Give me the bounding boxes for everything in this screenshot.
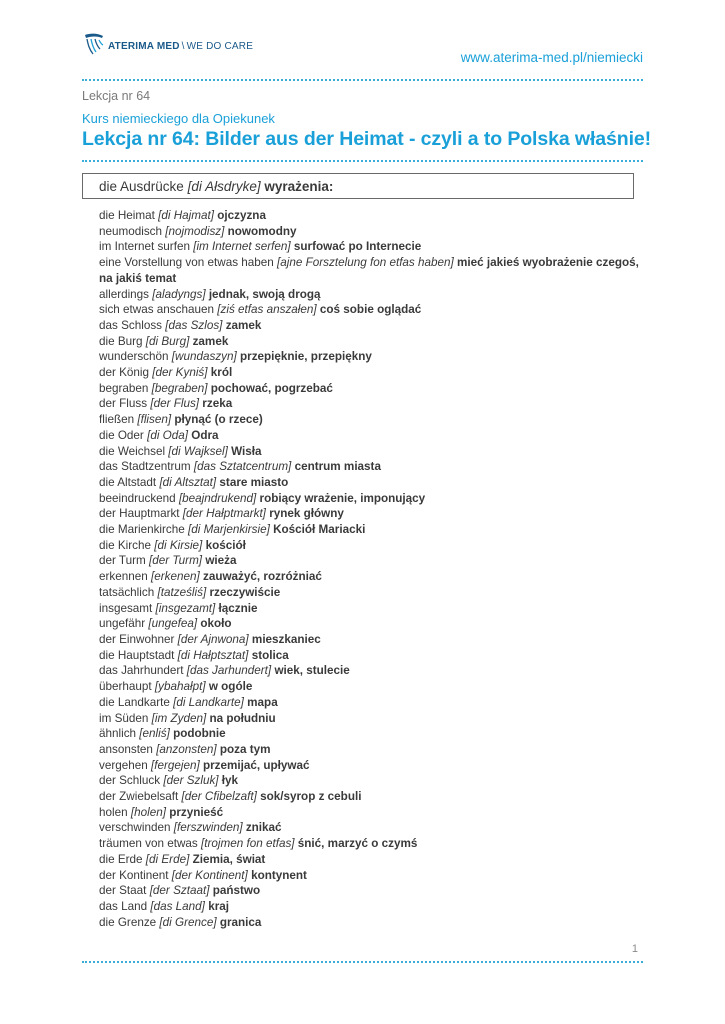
vocab-polish: przynieść xyxy=(169,805,224,819)
vocab-pronunciation: [di Kirsie] xyxy=(154,538,203,552)
vocab-pronunciation: [di Landkarte] xyxy=(173,695,244,709)
vocab-german: fließen xyxy=(99,413,135,427)
vocab-item xyxy=(99,569,639,585)
vocab-polish: surfować po Internecie xyxy=(293,240,422,254)
vocab-polish: rynek główny xyxy=(269,507,344,521)
vocab-polish: ojczyzna xyxy=(217,209,266,222)
vocab-item xyxy=(99,601,639,617)
vocab-item xyxy=(99,239,639,255)
vocab-pronunciation: [aladyngs] xyxy=(152,287,206,301)
vocab-german: die Weichsel xyxy=(99,444,166,458)
vocab-pronunciation: [ferszwinden] xyxy=(173,821,243,835)
vocab-polish: nowomodny xyxy=(227,224,297,238)
vocab-polish: kościół xyxy=(205,538,246,552)
vocab-item xyxy=(99,349,639,365)
vocab-german: begraben xyxy=(99,381,149,395)
vocab-pronunciation: [holen] xyxy=(130,805,166,819)
vocab-item xyxy=(99,318,639,334)
vocab-polish: Odra xyxy=(191,428,219,442)
section-pronunciation: [di Ałsdryke] xyxy=(187,179,261,194)
section-heading-box xyxy=(82,173,634,199)
vocab-item xyxy=(99,396,639,412)
vocab-pronunciation: [im Internet serfen] xyxy=(193,240,291,254)
vocab-german: eine Vorstellung von etwas haben xyxy=(99,256,274,270)
vocab-polish: przemijać, upływać xyxy=(202,758,310,772)
vocab-polish: zauważyć, rozróżniać xyxy=(202,570,322,584)
vocab-polish: zamek xyxy=(192,334,229,348)
vocab-item xyxy=(99,302,639,318)
vocab-item xyxy=(99,444,639,460)
vocab-polish: kraj xyxy=(208,899,229,913)
lesson-number: Lekcja nr 64 xyxy=(82,89,151,103)
vocab-pronunciation: [der Kontinent] xyxy=(171,868,248,882)
vocab-german: die Altstadt xyxy=(99,475,157,489)
vocab-pronunciation: [tatześliś] xyxy=(157,585,207,599)
vocab-item xyxy=(99,836,639,852)
course-name: Kurs niemieckiego dla Opiekunek xyxy=(82,111,275,126)
vocab-item xyxy=(99,695,639,711)
vocab-item xyxy=(99,522,639,538)
vocab-item xyxy=(99,334,639,350)
vocab-german: der Schluck xyxy=(99,774,161,788)
vocab-pronunciation: [der Turm] xyxy=(149,554,203,568)
vocab-item xyxy=(99,287,639,303)
vocab-german: der Zwiebelsaft xyxy=(99,790,179,804)
vocab-polish: król xyxy=(210,366,233,380)
vocab-item xyxy=(99,899,639,915)
vocab-item xyxy=(99,883,639,899)
vocab-item xyxy=(99,820,639,836)
vocab-pronunciation: [im Zyden] xyxy=(151,711,207,725)
vocab-german: der Einwohner xyxy=(99,632,175,646)
vocab-pronunciation: [ajne Forsztelung fon etfas haben] xyxy=(277,256,454,270)
vocab-polish: państwo xyxy=(212,884,261,898)
vocab-german: das Jahrhundert xyxy=(99,664,184,678)
vocab-item xyxy=(99,679,639,695)
vocab-pronunciation: [der Ajnwona] xyxy=(177,632,249,646)
logo-tagline: WE DO CARE xyxy=(186,41,254,52)
vocab-polish: Ziemia, świat xyxy=(192,852,266,866)
vocab-item xyxy=(99,381,639,397)
vocab-pronunciation: [di Wajksel] xyxy=(168,444,228,458)
vocab-polish: granica xyxy=(219,915,262,929)
vocab-item xyxy=(99,742,639,758)
vocab-polish: poza tym xyxy=(219,742,271,756)
vocab-pronunciation: [di Burg] xyxy=(145,334,190,348)
logo-emblem-icon xyxy=(82,32,106,56)
vocab-pronunciation: [di Grence] xyxy=(159,915,217,929)
vocab-pronunciation: [di Altsztat] xyxy=(159,475,217,489)
vocab-polish: podobnie xyxy=(173,727,226,741)
vocab-item xyxy=(99,632,639,648)
vocab-polish: płynąć (o rzece) xyxy=(174,413,263,427)
vocab-german: im Internet surfen xyxy=(99,240,190,254)
vocab-german: ungefähr xyxy=(99,617,146,631)
vocab-german: der Fluss xyxy=(99,397,148,411)
vocab-german: die Erde xyxy=(99,852,143,866)
vocab-german: die Oder xyxy=(99,428,144,442)
vocab-german: insgesamt xyxy=(99,601,153,615)
vocab-polish: śnić, marzyć o czymś xyxy=(297,837,418,851)
vocab-pronunciation: [begraben] xyxy=(151,381,208,395)
vocab-polish: zamek xyxy=(225,318,262,332)
vocab-pronunciation: [di Hałptsztat] xyxy=(177,648,249,662)
vocab-polish: robiący wrażenie, imponujący xyxy=(259,491,426,505)
vocab-german: überhaupt xyxy=(99,680,152,694)
vocab-german: die Kirche xyxy=(99,538,151,552)
vocab-german: tatsächlich xyxy=(99,585,155,599)
vocab-polish: mapa xyxy=(247,695,278,709)
vocab-polish: wiek, stulecie xyxy=(274,664,350,678)
vocab-polish: Wisła xyxy=(231,444,262,458)
vocab-polish: centrum miasta xyxy=(294,460,381,474)
vocab-item xyxy=(99,758,639,774)
vocab-pronunciation: [ybahałpt] xyxy=(154,680,206,694)
vocab-pronunciation: [das Land] xyxy=(150,899,205,913)
vocab-german: die Marienkirche xyxy=(99,523,185,537)
page-number: 1 xyxy=(631,943,638,955)
title-divider xyxy=(82,160,643,162)
vocab-german: ansonsten xyxy=(99,742,153,756)
vocab-polish: rzeczywiście xyxy=(209,585,281,599)
vocab-german: der Hauptmarkt xyxy=(99,507,180,521)
vocab-item xyxy=(99,789,639,805)
vocab-polish: około xyxy=(200,617,232,631)
vocab-polish: stare miasto xyxy=(219,475,289,489)
vocab-polish: Kościół Mariacki xyxy=(273,523,366,537)
vocab-german: erkennen xyxy=(99,570,148,584)
vocab-german: im Süden xyxy=(99,711,149,725)
vocab-german: die Heimat xyxy=(99,209,155,222)
vocab-pronunciation: [der Cfibelzaft] xyxy=(181,790,257,804)
vocab-item xyxy=(99,506,639,522)
vocab-pronunciation: [der Sztaat] xyxy=(149,884,210,898)
vocab-polish: mieć jakieś wyobrażenie czegoś, na jakiś temat xyxy=(99,256,639,285)
vocab-german: neumodisch xyxy=(99,224,163,238)
vocab-pronunciation: [beajndrukend] xyxy=(178,491,257,505)
vocab-item xyxy=(99,726,639,742)
vocab-item xyxy=(99,585,639,601)
vocab-polish: pochować, pogrzebać xyxy=(210,381,333,395)
vocab-polish: łyk xyxy=(221,774,239,788)
vocab-item xyxy=(99,459,639,475)
vocab-german: die Burg xyxy=(99,334,143,348)
vocabulary-list xyxy=(99,208,639,930)
vocab-polish: coś sobie oglądać xyxy=(319,303,422,317)
vocab-german: sich etwas anschauen xyxy=(99,303,214,317)
vocab-polish: znikać xyxy=(245,821,282,835)
vocab-pronunciation: [das Jarhundert] xyxy=(186,664,272,678)
vocab-pronunciation: [das Szlos] xyxy=(165,318,223,332)
vocab-german: träumen von etwas xyxy=(99,837,198,851)
vocab-item xyxy=(99,208,639,224)
company-logo xyxy=(82,32,253,56)
section-german: die Ausdrücke xyxy=(99,179,184,194)
vocab-german: die Hauptstadt xyxy=(99,648,175,662)
vocab-german: ähnlich xyxy=(99,727,137,741)
vocab-pronunciation: [flisen] xyxy=(137,413,172,427)
vocab-item xyxy=(99,663,639,679)
vocab-polish: przepięknie, przepiękny xyxy=(240,350,372,364)
vocab-german: das Land xyxy=(99,899,148,913)
vocab-german: allerdings xyxy=(99,287,150,301)
vocab-pronunciation: [nojmodisz] xyxy=(165,224,225,238)
vocab-german: wunderschön xyxy=(99,350,169,364)
vocab-pronunciation: [anzonsten] xyxy=(156,742,217,756)
vocab-german: das Schloss xyxy=(99,318,163,332)
vocab-german: das Stadtzentrum xyxy=(99,460,191,474)
vocab-german: der Staat xyxy=(99,884,147,898)
site-url-link[interactable]: www.aterima-med.pl/niemiecki xyxy=(460,50,643,65)
vocab-pronunciation: [ziś etfas anszałen] xyxy=(217,303,317,317)
vocab-item xyxy=(99,255,639,286)
vocab-pronunciation: [der Flus] xyxy=(150,397,200,411)
vocab-pronunciation: [das Sztatcentrum] xyxy=(193,460,292,474)
vocab-pronunciation: [di Erde] xyxy=(145,852,190,866)
vocab-german: beeindruckend xyxy=(99,491,176,505)
vocab-pronunciation: [der Hałptmarkt] xyxy=(182,507,266,521)
vocab-pronunciation: [der Szluk] xyxy=(163,774,219,788)
vocab-item xyxy=(99,475,639,491)
vocab-pronunciation: [trojmen fon etfas] xyxy=(201,837,295,851)
vocab-pronunciation: [di Oda] xyxy=(147,428,189,442)
page-header xyxy=(82,30,643,70)
vocab-german: verschwinden xyxy=(99,821,171,835)
vocab-german: vergehen xyxy=(99,758,148,772)
vocab-german: die Grenze xyxy=(99,915,157,929)
logo-wordmark xyxy=(108,41,253,52)
vocab-item xyxy=(99,773,639,789)
vocab-item xyxy=(99,915,639,931)
vocab-polish: łącznie xyxy=(218,601,258,615)
logo-separator: \ xyxy=(181,41,185,52)
vocab-german: der Turm xyxy=(99,554,146,568)
vocab-german: die Landkarte xyxy=(99,695,170,709)
vocab-pronunciation: [erkenen] xyxy=(151,570,200,584)
vocab-polish: sok/syrop z cebuli xyxy=(260,790,362,804)
vocab-item xyxy=(99,365,639,381)
vocab-item xyxy=(99,224,639,240)
vocab-german: der König xyxy=(99,366,150,380)
vocab-polish: jednak, swoją drogą xyxy=(208,287,321,301)
header-divider xyxy=(82,79,643,81)
vocab-german: holen xyxy=(99,805,128,819)
section-polish: wyrażenia: xyxy=(264,179,334,194)
vocab-item xyxy=(99,868,639,884)
vocab-item xyxy=(99,553,639,569)
vocab-polish: na południu xyxy=(209,711,276,725)
vocab-pronunciation: [insgezamt] xyxy=(155,601,216,615)
vocab-item xyxy=(99,805,639,821)
vocab-pronunciation: [di Hajmat] xyxy=(158,209,214,222)
footer-divider xyxy=(82,961,643,963)
vocab-polish: w ogóle xyxy=(208,680,253,694)
vocab-polish: kontynent xyxy=(251,868,307,882)
vocab-pronunciation: [enliś] xyxy=(139,727,170,741)
vocab-polish: mieszkaniec xyxy=(251,632,321,646)
vocab-item xyxy=(99,491,639,507)
vocab-pronunciation: [di Marjenkirsie] xyxy=(188,523,270,537)
vocab-polish: rzeka xyxy=(202,397,233,411)
vocab-item xyxy=(99,616,639,632)
logo-brand: ATERIMA MED xyxy=(108,41,180,52)
vocab-german: der Kontinent xyxy=(99,868,169,882)
vocab-item xyxy=(99,648,639,664)
page-title: Lekcja nr 64: Bilder aus der Heimat - czyli a to Polska właśnie! xyxy=(82,128,652,150)
vocab-item xyxy=(99,711,639,727)
vocab-pronunciation: [wundaszyn] xyxy=(171,350,237,364)
vocab-polish: stolica xyxy=(251,648,289,662)
vocab-pronunciation: [ungefea] xyxy=(148,617,198,631)
vocab-item xyxy=(99,852,639,868)
vocab-item xyxy=(99,538,639,554)
vocab-item xyxy=(99,428,639,444)
vocab-pronunciation: [der Kyniś] xyxy=(152,366,208,380)
vocab-item xyxy=(99,412,639,428)
vocab-polish: wieża xyxy=(205,554,237,568)
vocab-pronunciation: [fergejen] xyxy=(151,758,200,772)
